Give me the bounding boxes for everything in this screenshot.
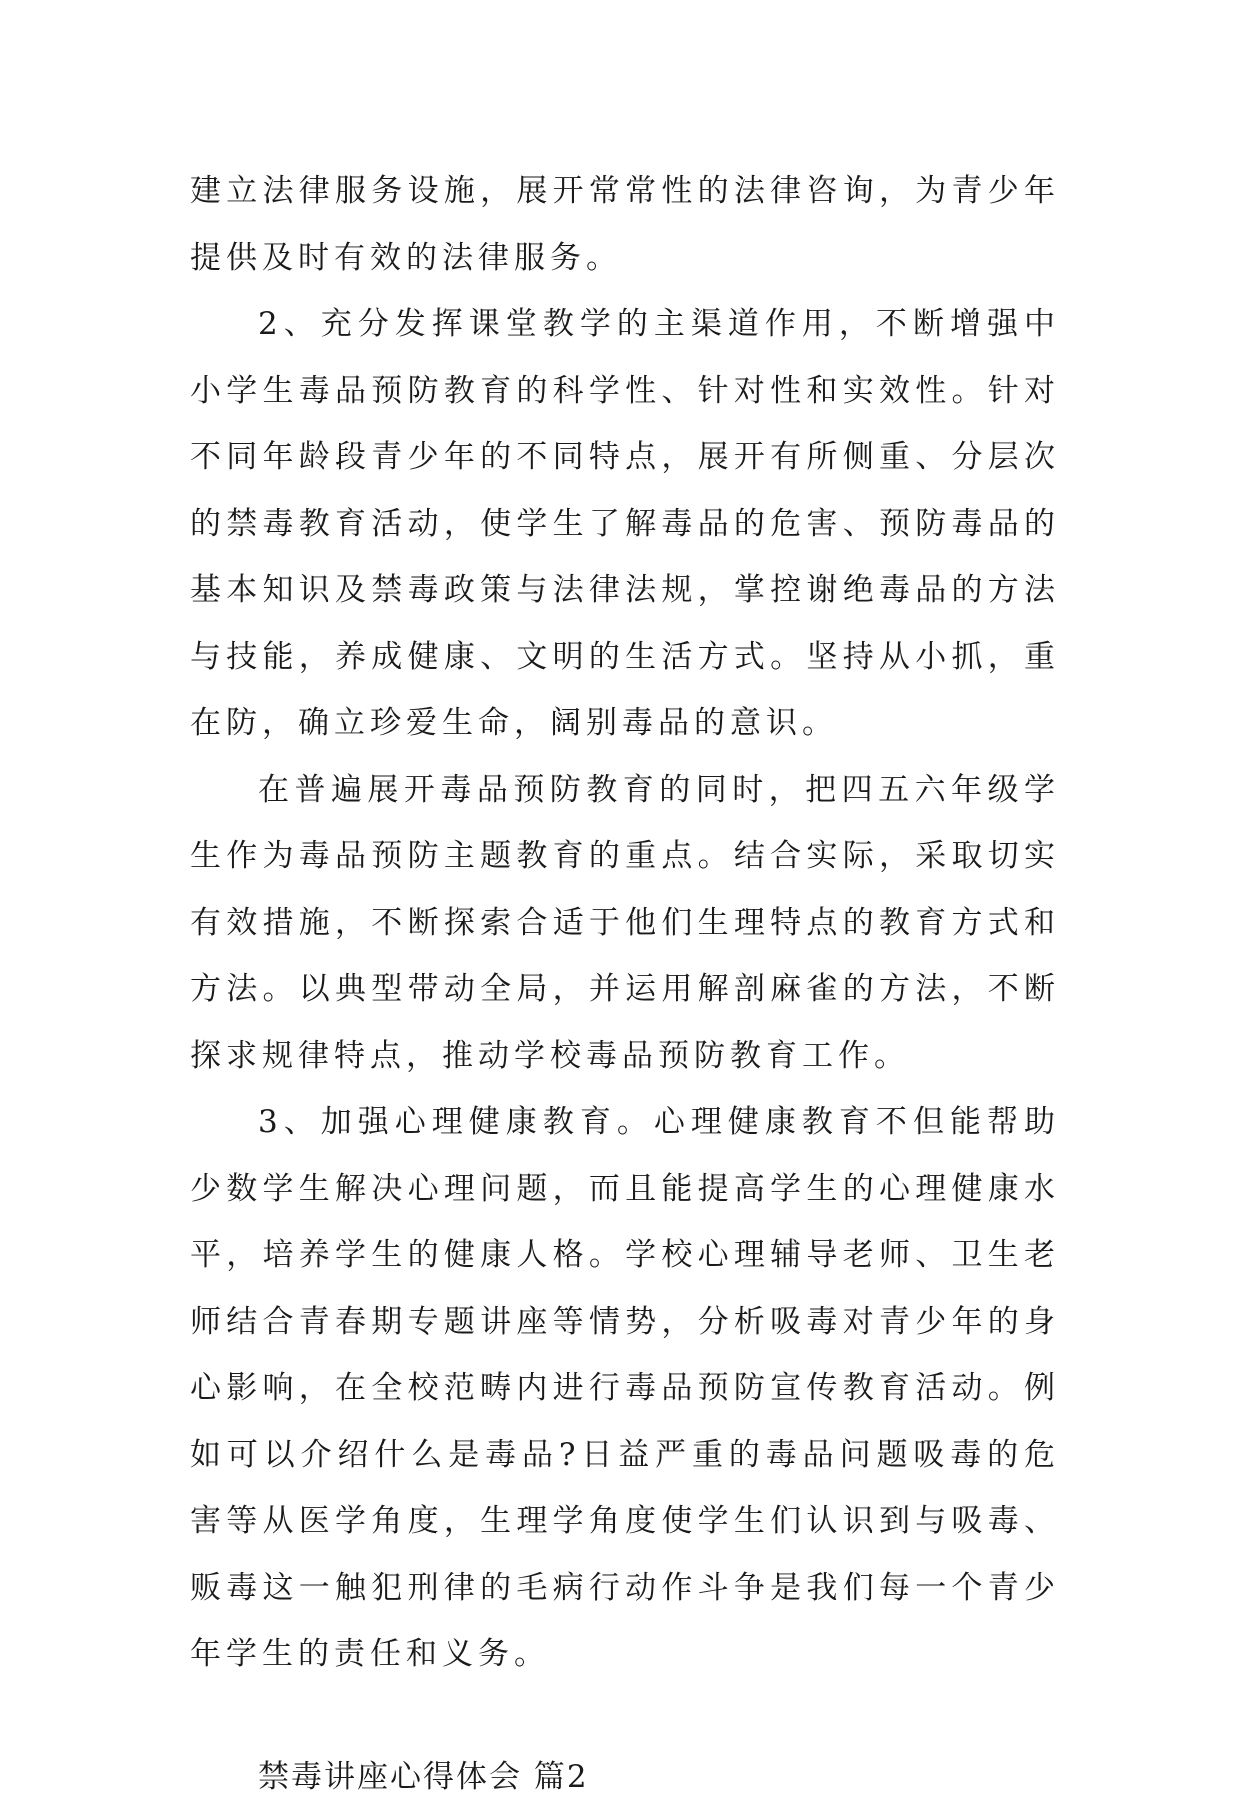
paragraph-prevention-focus: 在普遍展开毒品预防教育的同时，把四五六年级学生作为毒品预防主题教育的重点。结合实际，采取切实有效措施，不断探索合适于他们生理特点的教育方式和方法。以典型带动全局，并运用解剖麻雀的方法，不断探求规律特点，推动学校毒品预防教育工作。 bbox=[190, 757, 1060, 1090]
paragraph-mental-health: 3、加强心理健康教育。心理健康教育不但能帮助少数学生解决心理问题，而且能提高学生的心理健康水平，培养学生的健康人格。学校心理辅导老师、卫生老师结合青春期专题讲座等情势，分析吸毒对青少年的身心影响，在全校范畴内进行毒品预防宣传教育活动。例如可以介绍什么是毒品?日益严重的毒品问题吸毒的危害等从医学角度，生理学角度使学生们认识到与吸毒、贩毒这一触犯刑律的毛病行动作斗争是我们每一个青少年学生的责任和义务。 bbox=[190, 1089, 1060, 1688]
document-page bbox=[190, 158, 1060, 1810]
section-heading: 禁毒讲座心得体会 篇2 bbox=[190, 1744, 1060, 1810]
paragraph-legal-services: 建立法律服务设施，展开常常性的法律咨询，为青少年提供及时有效的法律服务。 bbox=[190, 158, 1060, 291]
paragraph-classroom-teaching: 2、充分发挥课堂教学的主渠道作用，不断增强中小学生毒品预防教育的科学性、针对性和实效性。针对不同年龄段青少年的不同特点，展开有所侧重、分层次的禁毒教育活动，使学生了解毒品的危害、预防毒品的基本知识及禁毒政策与法律法规，掌控谢绝毒品的方法与技能，养成健康、文明的生活方式。坚持从小抓，重在防，确立珍爱生命，阔别毒品的意识。 bbox=[190, 291, 1060, 757]
